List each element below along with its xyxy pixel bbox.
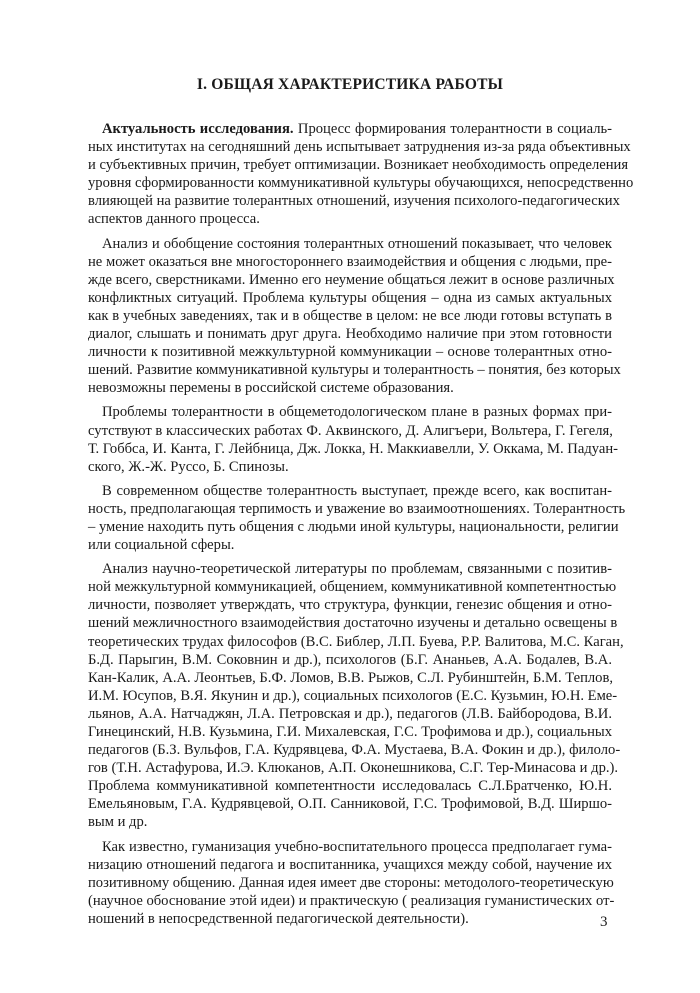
paragraph-line: сутствуют в классических работах Ф. Аквинского, Д. Алигъери, Вольтера, Г. Гегеля, [88, 422, 613, 439]
paragraph-line: Т. Гоббса, И. Канта, Г. Лейбница, Дж. Локка, Н. Маккиавелли, У. Оккама, М. Падуан- [88, 440, 618, 457]
paragraph [88, 482, 626, 554]
paragraph-line [88, 120, 612, 138]
paragraph-line: или социальной сферы. [88, 537, 235, 554]
paragraph-line: Б.Д. Парыгин, В.М. Соковнин и др.), психологов (Б.Г. Ананьев, А.А. Бодалев, В.А. [88, 651, 612, 668]
paragraph-line: Проблема коммуникативной компетентности исследовалась С.Л.Братченко, Ю.Н. [88, 778, 612, 795]
paragraph-line: И.М. Юсупов, В.Я. Якунин и др.), социальных психологов (Е.С. Кузьмин, Ю.Н. Еме- [88, 687, 618, 704]
paragraph-line: диалог, слышать и понимать друг друга. Необходимо наличие при этом готовности [88, 326, 612, 343]
paragraph-line: личности, позволяет утверждать, что структура, функции, генезис общения и отно- [88, 597, 612, 614]
paragraph-line: педагогов (Б.З. Вульфов, Г.А. Кудрявцева, Ф.А. Мустаева, В.А. Фокин и др.), филоло- [88, 742, 621, 759]
paragraph-line: шений межличностного взаимодействия достаточно изучены и детально освещены в [88, 615, 618, 632]
section-heading: I. ОБЩАЯ ХАРАКТЕРИСТИКА РАБОТЫ [196, 76, 504, 93]
paragraph-line: конфликтных ситуаций. Проблема культуры общения – одна из самых актуальных [88, 289, 612, 306]
paragraph-line: шений. Развитие коммуникативной культуры и толерантность – понятия, без которых [88, 362, 621, 379]
paragraph-line: ной межкультурной коммуникацией, общением, коммуникативной компетентностью [88, 579, 617, 596]
paragraph [88, 120, 634, 229]
paragraph-line: Кан-Калик, А.А. Леонтьев, Б.Ф. Ломов, В.В. Рыжов, С.Л. Рубинштейн, Б.М. Теплов, [88, 669, 614, 686]
paragraph-line: и субъективных причин, требует оптимизации. Возникает необходимость определения [88, 157, 629, 174]
paragraph-line: Анализ и обобщение состояния толерантных отношений показывает, что человек [102, 235, 612, 252]
paragraph-line: личности к позитивной межкультурной коммуникации – основе толерантных отно- [88, 344, 612, 361]
paragraph-line: Анализ научно-теоретической литературы по проблемам, связанными с позитив- [102, 561, 612, 578]
paragraph-line: вым и др. [88, 814, 148, 831]
paragraph-line: позитивному общению. Данная идея имеет две стороны: методолого-теоретическую [88, 874, 614, 891]
document-body [88, 120, 634, 934]
paragraph [88, 838, 615, 928]
paragraph-line: Как известно, гуманизация учебно-воспитательного процесса предполагает гума- [102, 838, 612, 855]
paragraph-line: ношений в непосредственной педагогической деятельности). [88, 910, 469, 927]
paragraph [88, 235, 621, 398]
paragraph-line: – умение находить путь общения с людьми иной культуры, национальности, религии [88, 518, 619, 535]
paragraph-line: (научное обоснование этой идеи) и практическую ( реализация гуманистических от- [88, 892, 615, 909]
paragraph [88, 560, 624, 831]
paragraph-line: как в учебных заведениях, так и в обществе в целом: не все люди готовы вступать в [88, 307, 612, 324]
paragraph-line: жде всего, сверстниками. Именно его неумение общаться лежит в основе различных [88, 271, 615, 288]
page-number: 3 [600, 914, 608, 930]
paragraph [88, 403, 618, 475]
paragraph-line: Гинецинский, Н.В. Кузьмина, Г.И. Михалевская, Г.С. Трофимова и др.), социальных [88, 724, 612, 740]
paragraph-line: невозможны перемены в российской системе образования. [88, 380, 454, 397]
paragraph-line: теоретических трудах философов (В.С. Библер, Л.П. Буева, Р.Р. Валитова, М.С. Каган, [88, 633, 624, 650]
paragraph-line: В современном обществе толерантность выступает, прежде всего, как воспитан- [102, 482, 612, 499]
paragraph-line: низацию отношений педагога и воспитанника, учащихся между собой, научение их [88, 856, 612, 873]
paragraph-line: ского, Ж.-Ж. Руссо, Б. Спинозы. [88, 458, 289, 475]
paragraph-line: не может оказаться вне многостороннего взаимодействия и общения с людьми, пре- [88, 253, 612, 270]
paragraph-lead: Актуальность исследования. [102, 121, 294, 137]
paragraph-line: льянов, А.А. Натчаджян, Л.А. Петровская и др.), педагогов (Л.В. Байбородова, В.И. [88, 705, 612, 722]
paragraph-line: Проблемы толерантности в общеметодологическом плане в разных формах при- [102, 404, 612, 421]
paragraph-line: аспектов данного процесса. [88, 211, 260, 228]
paragraph-line: ных институтах на сегодняшний день испытывает затруднения из-за ряда объективных [88, 139, 631, 156]
paragraph-line: ность, предполагающая терпимость и уважение во взаимоотношениях. Толерантность [88, 500, 626, 517]
paragraph-line: Емельяновым, Г.А. Кудрявцевой, О.П. Санниковой, Г.С. Трофимовой, В.Д. Ширшо- [88, 796, 612, 813]
paragraph-line: уровня сформированности коммуникативной культуры обучающихся, непосредственно [88, 175, 634, 192]
paragraph-line: гов (Т.Н. Астафурова, И.Э. Клюканов, А.П. Оконешникова, С.Г. Тер-Минасова и др.). [88, 760, 619, 777]
paragraph-line-text: Процесс формирования толерантности в социаль- [293, 121, 612, 137]
paragraph-line: влияющей на развитие толерантных отношений, изучения психолого-педагогических [88, 193, 620, 210]
